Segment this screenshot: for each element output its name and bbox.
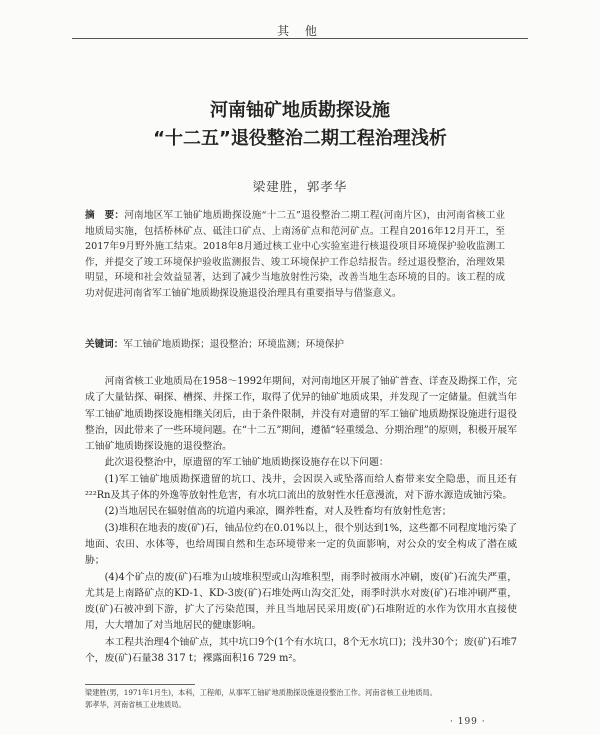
- paragraph-problem-4: (4)4个矿点的废(矿)石堆为山坡堆积型或山沟堆积型，雨季时被雨水冲刷，废(矿)石流失严重，尤其是上南路矿点的KD-1、KD-3废(矿)石堆处两山沟交汇处，雨季时洪水对废(矿)石堆冲刷严重，废(矿)石被冲到下游，扩大了污染范围，并且当地居民采用废(矿)石堆附近的水作为饮用水直接使用，大大增加了对当地居民的健康影响。: [85, 571, 517, 632]
- footnote: [85, 687, 515, 711]
- running-header: [0, 0, 600, 40]
- paragraph-problem-2: (2)当地居民在辐射值高的坑道内乘凉，圈养牲畜，对人及牲畜均有放射性危害；: [104, 506, 452, 518]
- abstract: [85, 208, 505, 301]
- page-number: · 199 ·: [450, 717, 486, 727]
- paragraph-problems-lead: 此次退役整治中，原遗留的军工铀矿地质勘探设施存在以下问题：: [104, 457, 389, 469]
- keywords-label: 关键词：: [85, 339, 124, 350]
- keywords: [85, 337, 505, 352]
- paragraph-problem-3: (3)堆积在地表的废(矿)石，铀品位约在0.01%以上，很个别达到1%，这些都不同程度地污染了地面、农田、水体等，也给周围自然和生态环境带来一定的负面影响，对公众的安全构成了潜在威胁；: [85, 522, 517, 567]
- body-text: [85, 374, 517, 667]
- article-title-line-2: “十二五”退役整治二期工程治理浅析: [153, 128, 447, 149]
- section-title: 其 他: [277, 24, 323, 38]
- footnote-author-2: 郭孝华，河南省核工业地质局。: [85, 700, 186, 709]
- article-title-line-1: 河南铀矿地质勘探设施: [210, 100, 390, 121]
- paragraph-intro: 河南省核工业地质局在1958～1992年期间，对河南地区开展了铀矿普查、详查及勘探工作，完成了大量钻探、硐探、槽探、井探工作，取得了优异的铀矿地质成果，并发现了一定储量。但就当年军工铀矿地质勘探设施相继关闭后，由于条件限制，并没有对遗留的军工铀矿地质勘探设施进行退役整治，因此带来了一些环境问题。在“十二五”期间，遵循“轻重缓急、分期治理”的原则，积极开展军工铀矿地质勘探设施的退役整治。: [85, 376, 517, 453]
- header-rule: [72, 38, 528, 39]
- paragraph-problem-1: (1)军工铀矿地质勘探遗留的坑口、浅井，会因误入或坠落而给人畜带来安全隐患，而且还有²²²Rn及其子体的外逸等放射性危害，有水坑口流出的放射性水任意漫流，对下游水源造成铀污染。: [85, 473, 517, 502]
- footnote-rule: [85, 684, 195, 685]
- keywords-text: 军工铀矿地质勘探；退役整治；环境监测；环境保护: [123, 339, 345, 350]
- abstract-text: 河南地区军工铀矿地质勘探设施“十二五”退役整治二期工程(河南片区)，由河南省核工业地质局实施，包括桥林矿点、砥洼口矿点、上南汤矿点和范河矿点。工程自2016年12月开工，至2017年9月野外施工结束。2018年8月通过核工业中心实验室进行核退役项目环境保护验收监测工作，并提交了竣工环境保护验收监测报告、竣工环境保护工作总结报告。经过退役整治，治理效果明显，环境和社会效益显著，达到了减少当地放射性污染，改善当地生态环境的目的。该工程的成功对促进河南省军工铀矿地质勘探设施退役治理具有重要指导与借鉴意义。: [85, 210, 506, 299]
- authors: 梁建胜，郭孝华: [252, 179, 348, 194]
- paragraph-scope: 本工程共治理4个铀矿点，其中坑口9个(1个有水坑口，8个无水坑口)；浅井30个；废(矿)石堆7个，废(矿)石量38 317 t；裸露面积16 729 m²。: [85, 636, 517, 665]
- footnote-author-1: 梁建胜(男，1971年1月生)，本科，工程师，从事军工铀矿地质勘探设施退役整治工作。河南省核工业地质局。: [85, 688, 437, 697]
- abstract-label: 摘 要：: [85, 210, 125, 221]
